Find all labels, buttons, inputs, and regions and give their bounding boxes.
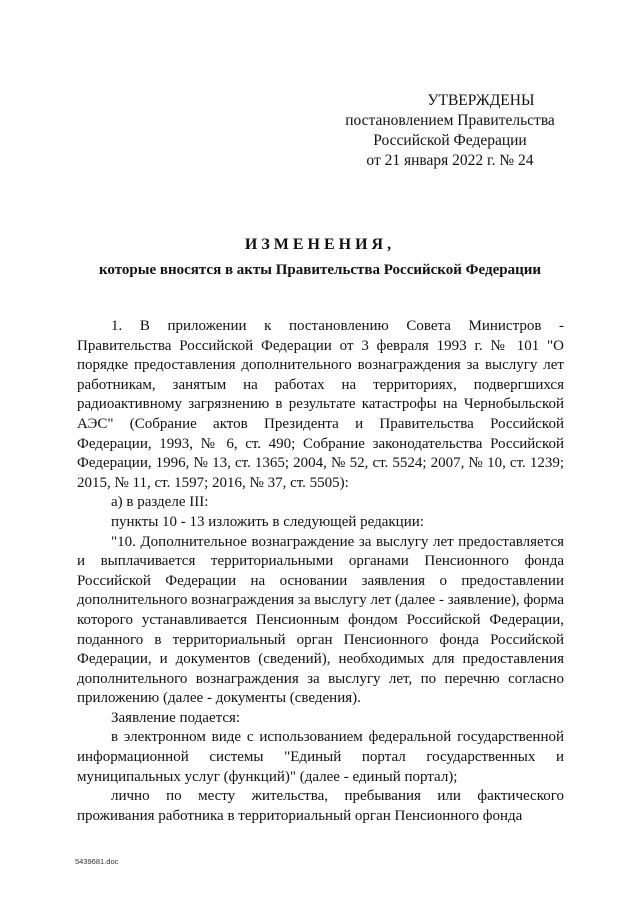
paragraph-5: Заявление подается: (111, 709, 241, 726)
paragraph-1: 1. В приложении к постановлению Совета Министров - Правительства Российской Федерации от 3 февраля 1993 г. № 101 "О порядке предоставления дополнительного вознаграждения за выслугу лет работникам, занятым на работах на территориях, подвергшихся радиоактивному загрязнению в результате катастрофы на Чернобыльской АЭС" (Собрание актов Президента и Правительства Российской Федерации, 1993, № 6, ст. 490; Собрание законодательства Российской Федерации, 1996, № 13, ст. 1365; 2004, № 52, ст. 5524; 2007, № 10, ст. 1239; 2015, № 11, ст. 1597; 2016, № 37, ст. 5505): (77, 318, 564, 491)
approval-line-country: Российской Федерации (373, 132, 527, 149)
file-name-footer: 5439681.doc (75, 857, 119, 866)
document-subtitle: которые вносятся в акты Правительства Российской Федерации (98, 262, 542, 278)
approval-title: УТВЕРЖДЕНЫ (427, 92, 535, 109)
paragraph-7: лично по месту жительства, пребывания или фактического проживания работника в территориальный орган Пенсионного фонда (77, 788, 564, 824)
paragraph-4: "10. Дополнительное вознаграждение за выслугу лет предоставляется и выплачивается территориальными органами Пенсионного фонда Российской Федерации на основании заявления о предоставлении дополнительного вознаграждения за выслугу лет (далее - заявление), форма которого устанавливается Пенсионным фондом Российской Федерации, поданного в территориальный орган Пенсионного фонда Российской Федерации, и документов (сведений), необходимых для предоставления дополнительного вознаграждения за выслугу лет, по перечню согласно приложению (далее - документы (сведения). (77, 533, 564, 707)
paragraph-6: в электронном виде с использованием федеральной государственной информационной системы "Единый портал государственных и муниципальных услуг (функций)" (далее - единый портал); (77, 729, 564, 785)
document-body (77, 317, 564, 826)
approval-stamp (330, 91, 570, 171)
paragraph-2: а) в разделе III: (111, 494, 209, 511)
document-title: ИЗМЕНЕНИЯ, (244, 236, 396, 253)
approval-line-decree: постановлением Правительства (345, 112, 555, 129)
approval-line-date: от 21 января 2022 г. № 24 (366, 152, 534, 169)
paragraph-3: пункты 10 - 13 изложить в следующей редакции: (111, 513, 424, 530)
